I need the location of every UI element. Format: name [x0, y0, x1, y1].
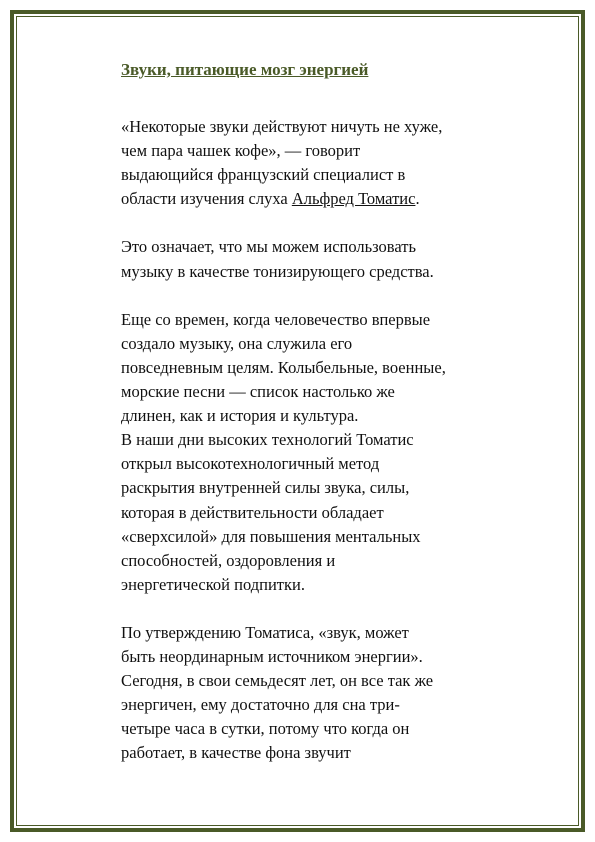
- text-line: быть неординарным источником энергии».: [121, 647, 423, 667]
- text-line: которая в действительности обладает: [121, 502, 384, 522]
- text-fragment: области изучения слуха: [121, 189, 292, 209]
- text-fragment: .: [415, 189, 420, 209]
- paragraph-meaning: [121, 235, 521, 283]
- paragraph-quote: [121, 115, 521, 211]
- text-line: раскрытия внутренней силы звука, силы,: [121, 478, 410, 498]
- spacer: [121, 597, 521, 621]
- text-line: чем пара чашек кофе», — говорит: [121, 141, 361, 161]
- text-line: энергетической подпитки.: [121, 574, 305, 594]
- spacer: [121, 284, 521, 308]
- text-line: выдающийся французский специалист в: [121, 165, 406, 185]
- paragraph-history: [121, 308, 521, 597]
- tomatis-link[interactable]: Альфред Томатис: [291, 189, 416, 209]
- text-line: открыл высокотехнологичный метод: [121, 454, 380, 474]
- text-line: Это означает, что мы можем использовать: [121, 237, 417, 257]
- text-line: Сегодня, в свои семьдесят лет, он все так же: [121, 671, 434, 691]
- text-line: «Некоторые звуки действуют ничуть не хуже,: [121, 117, 443, 136]
- text-line: работает, в качестве фона звучит: [121, 743, 351, 763]
- text-line: По утверждению Томатиса, «звук, может: [121, 622, 409, 642]
- text-line: четыре часа в сутки, потому что когда он: [121, 719, 410, 739]
- text-line: повседневным целям. Колыбельные, военные,: [121, 357, 446, 377]
- text-line: морские песни — список настолько же: [121, 382, 395, 402]
- text-line: Еще со времен, когда человечество впервые: [121, 309, 431, 329]
- text-line: длинен, как и история и культура.: [121, 406, 359, 426]
- text-line: [121, 187, 521, 211]
- document-title: Звуки, питающие мозг энергией: [121, 60, 369, 79]
- paragraph-tomatis: [121, 621, 521, 766]
- text-line: «сверхсилой» для повышения ментальных: [121, 526, 421, 546]
- spacer: [121, 82, 521, 115]
- text-line: музыку в качестве тонизирующего средства.: [121, 261, 434, 281]
- text-line: способностей, оздоровления и: [121, 550, 336, 570]
- spacer: [121, 211, 521, 235]
- text-line: В наши дни высоких технологий Томатис: [121, 430, 414, 450]
- document-body: [121, 58, 521, 766]
- text-line: энергичен, ему достаточно для сна три-: [121, 695, 400, 715]
- text-line: создало музыку, она служила его: [121, 333, 353, 353]
